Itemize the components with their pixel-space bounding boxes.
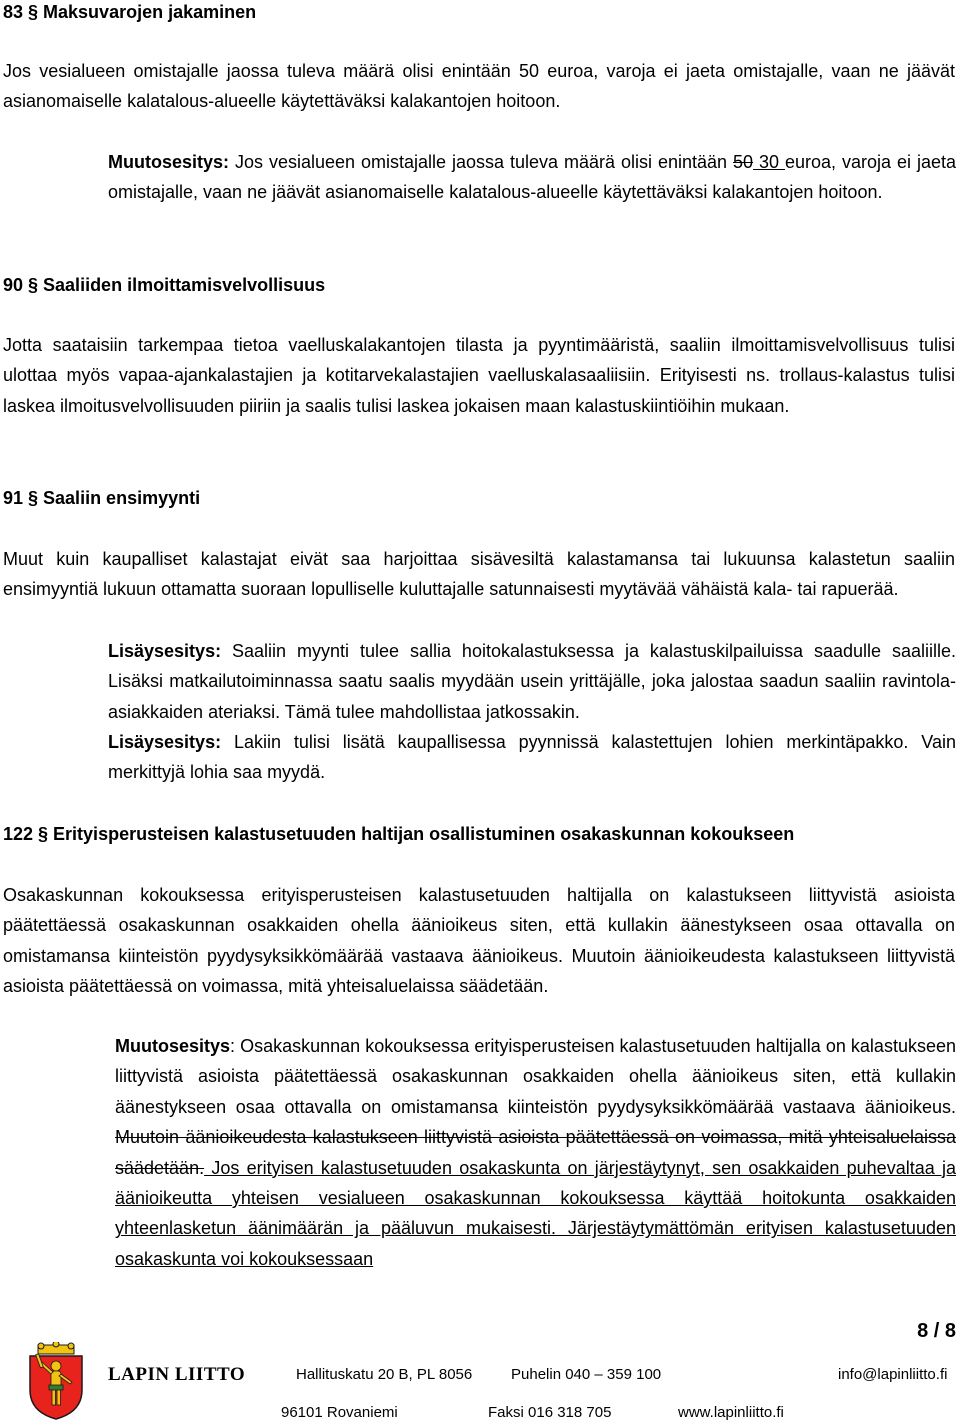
- footer-phone: Puhelin 040 – 359 100: [511, 1366, 662, 1383]
- proposal-label: Muutosesitys:: [108, 152, 230, 172]
- footer-email-link[interactable]: info@lapinliitto.fi: [838, 1366, 948, 1383]
- addition-91-a: [108, 636, 956, 727]
- addition-91-b: [108, 727, 956, 788]
- proposal-83: [108, 147, 956, 208]
- addition-text: Lakiin tulisi lisätä kaupallisessa pyynnissä kalastettujen lohien merkintäpakko. Vain merkittyjä lohia saa myydä.: [108, 732, 956, 783]
- lapland-crest-icon: [26, 1342, 86, 1420]
- section-body-90: Jotta saataisiin tarkempaa tietoa vaelluskalakantojen tilasta ja pyyntimääristä, saaliin ilmoittamisvelvollisuus tulisi ulottaa myös vapaa-ajankalastajien ja kotitarvekalastajien vaelluskalasaaliisiin. Erityisesti ns. trollaus-kalastus tulisi laskea ilmoitusvelvollisuuden piiriin ja saalis tulisi laskea jokaisen maan kalastuskiintiöihin mukaan.: [3, 335, 955, 416]
- addition-text: Saaliin myynti tulee sallia hoitokalastuksessa ja kalastuskilpailuissa saadulle saaliille. Lisäksi matkailutoiminnassa saatu saalis myydään usein yrittäjälle, joka jalostaa saadun saaliin ravintola-asiakkaiden ateriaksi. Tämä tulee mahdollistaa jatkossakin.: [108, 641, 956, 722]
- footer-address: Hallituskatu 20 B, PL 8056: [296, 1366, 473, 1383]
- footer-fax: Faksi 016 318 705: [488, 1404, 612, 1421]
- inserted-text: 30: [753, 152, 785, 172]
- deleted-text: Muutoin äänioikeudesta kalastukseen liittyvistä asioista päätettäessä on voimassa, mitä yhteisaluelaissa säädetään.: [115, 1127, 956, 1178]
- proposal-label: Muutosesitys: [115, 1036, 231, 1056]
- section-heading-90: 90 § Saaliiden ilmoittamisvelvollisuus: [3, 275, 326, 295]
- footer-web-link[interactable]: www.lapinliitto.fi: [678, 1404, 784, 1421]
- proposal-text-a: : Osakaskunnan kokouksessa erityisperusteisen kalastusetuuden haltijalla on kalastukseen liittyvistä asioista päätettäessä osakaskunnan osakkaiden ohella äänioikeus siten, että kullakin äänestykseen osaa ottavalla on omistamansa kiinteistön pyydysyksikkömäärää vastaava äänioikeus.: [115, 1036, 956, 1117]
- addition-label: Lisäysesitys:: [108, 641, 222, 661]
- footer-brand: LAPIN LIITTO: [108, 1364, 246, 1385]
- proposal-122: [115, 1031, 956, 1305]
- addition-label: Lisäysesitys:: [108, 732, 222, 752]
- section-body-91: Muut kuin kaupalliset kalastajat eivät saa harjoittaa sisävesiltä kalastamansa tai lukuunsa kalastetun saaliin ensimyyntiä lukuun ottamatta suoraan lopulliselle kuluttajalle satunnaisesti myytävää vähäistä kala- tai rapuerää.: [3, 549, 955, 600]
- footer-postal: 96101 Rovaniemi: [281, 1404, 398, 1421]
- deleted-text: 50: [733, 152, 754, 172]
- proposal-text-b: euroa, varoja ei jaeta omistajalle, vaan ne jäävät asianomaiselle kalatalous-alueelle käytettäväksi kalakantojen hoitoon.: [108, 152, 957, 203]
- section-heading-122: 122 § Erityisperusteisen kalastusetuuden haltijan osallistuminen osakaskunnan kokoukseen: [3, 824, 795, 844]
- section-body-83: Jos vesialueen omistajalle jaossa tuleva määrä olisi enintään 50 euroa, varoja ei jaeta omistajalle, vaan ne jäävät asianomaiselle kalatalous-alueelle käytettäväksi kalakantojen hoitoon.: [3, 61, 955, 112]
- inserted-text: Jos erityisen kalastusetuuden osakaskunta on järjestäytynyt, sen osakkaiden puhevaltaa ja äänioikeutta yhteisen vesialueen osakaskunnan kokouksessa käyttää hoitokunta osakkaiden yhteenlasketun äänimäärän ja pääluvun mukaisesti. Järjestäytymättömän erityisen kalastusetuuden osakaskunta voi kokouksessaan: [115, 1157, 956, 1269]
- section-heading-91: 91 § Saaliin ensimyynti: [3, 488, 201, 508]
- section-body-122: Osakaskunnan kokouksessa erityisperusteisen kalastusetuuden haltijalla on kalastukseen liittyvistä asioista päätettäessä osakaskunnan osakkaiden ohella äänioikeus siten, että kullakin äänestykseen osaa ottavalla on omistamansa kiinteistön pyydysyksikkömäärää vastaava äänioikeus. Muutoin äänioikeudesta kalastukseen liittyvistä asioista päätettäessä on voimassa, mitä yhteisaluelaissa säädetään.: [3, 885, 955, 997]
- page-number: 8 / 8: [917, 1320, 956, 1342]
- section-heading-83: 83 § Maksuvarojen jakaminen: [3, 2, 257, 22]
- proposal-text-a: Jos vesialueen omistajalle jaossa tuleva määrä olisi enintään: [229, 152, 733, 172]
- crest-crown: [38, 1342, 74, 1354]
